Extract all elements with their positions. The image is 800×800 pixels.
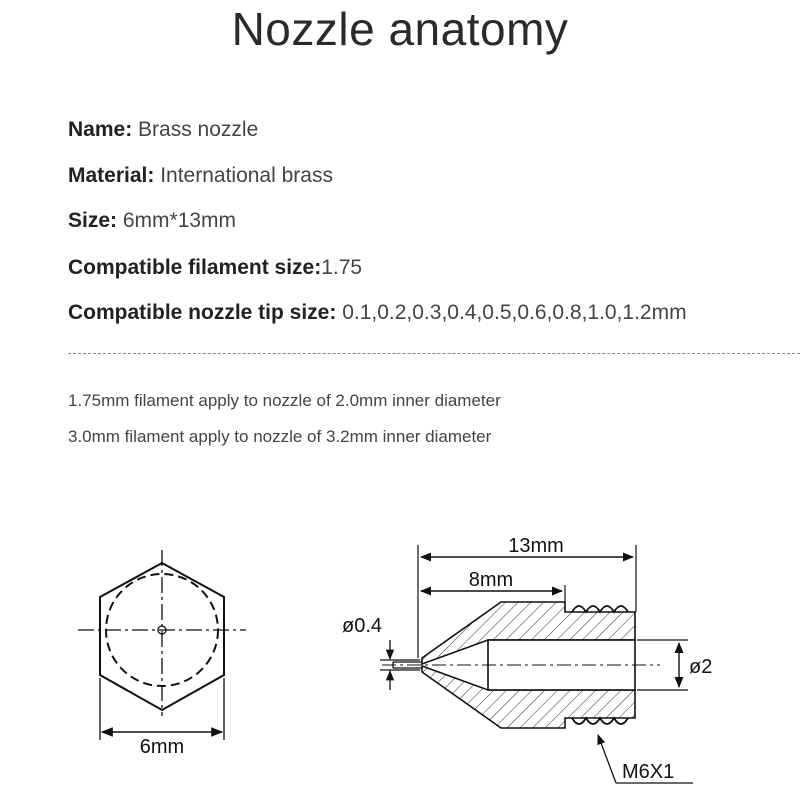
tip-diameter-label: ø0.4 [342, 615, 383, 637]
spec-label: Size: [68, 209, 118, 232]
head-length-label: 8mm [468, 569, 514, 591]
thread-leader [598, 735, 616, 783]
spec-label: Material: [68, 164, 155, 187]
spec-value: 0.1,0.2,0.3,0.4,0.5,0.6,0.8,1.0,1.2mm [336, 301, 687, 324]
bore-diameter-label: ø2 [689, 656, 713, 678]
spec-value: International brass [154, 164, 333, 187]
spec-value: 1.75 [321, 256, 363, 279]
thread-top [572, 606, 628, 612]
spec-value: Brass nozzle [132, 118, 259, 141]
spec-value: 6mm*13mm [117, 209, 237, 232]
spec-label: Compatible nozzle tip size: [68, 301, 337, 324]
total-length-label: 13mm [508, 535, 564, 557]
hex-width-label: 6mm [139, 736, 185, 758]
thread-label: M6X1 [622, 761, 675, 783]
nozzle-side-view [380, 545, 693, 783]
thread-bottom [572, 718, 628, 724]
spec-label: Name: [68, 118, 133, 141]
note-2: 3.0mm filament apply to nozzle of 3.2mm inner diameter [68, 427, 492, 446]
hex-end-view [78, 550, 246, 740]
note-1: 1.75mm filament apply to nozzle of 2.0mm inner diameter [68, 391, 501, 410]
spec-label: Compatible filament size: [68, 256, 322, 279]
page-title: Nozzle anatomy [231, 3, 569, 55]
